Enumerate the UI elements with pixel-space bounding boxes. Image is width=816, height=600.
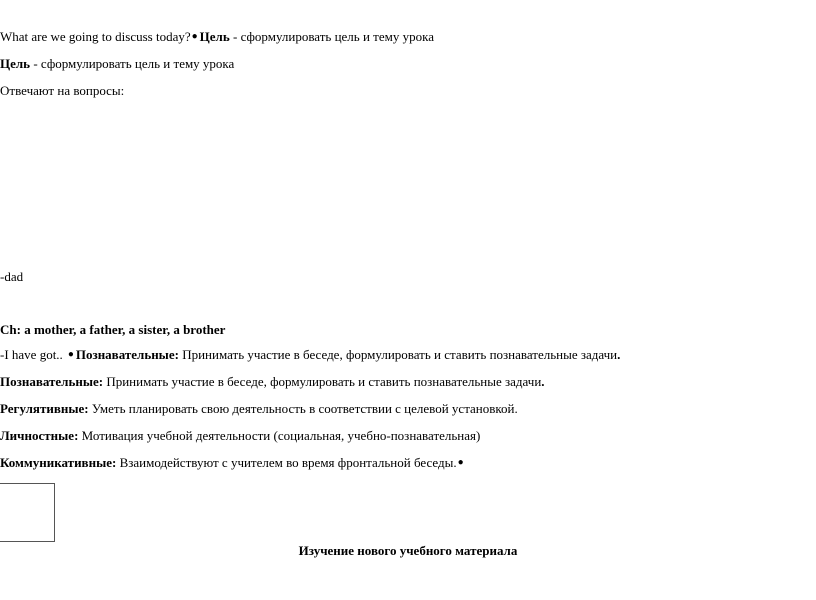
bullet-icon: ● [457,457,464,468]
cognitive-text: Принимать участие в беседе, формулировать и ставить познавательные задачи [103,374,542,389]
cognitive-period: . [541,374,545,389]
personal-text: Мотивация учебной деятельности (социальная, учебно-познавательная) [78,428,481,443]
cognitive-label: Познавательные: [75,347,179,362]
goal-text: - сформулировать цель и тему урока [30,56,235,71]
line-regulatory [0,401,518,417]
line-communicative [0,455,466,471]
goal-label: Цель [0,56,31,71]
bullet-icon: ● [191,31,198,42]
bullet-icon: ● [67,349,74,360]
empty-frame [0,483,55,542]
cognitive-text: Принимать участие в беседе, формулировать и ставить познавательные задачи [178,347,618,362]
line-have-got [0,347,620,363]
line-goal-question [0,29,434,45]
section-heading-text: Изучение нового учебного материала [298,543,518,558]
personal-label: Личностные: [0,428,79,443]
goal-text: - сформулировать цель и тему урока [229,29,434,44]
answers-text: Отвечают на вопросы: [0,83,125,98]
communicative-label: Коммуникативные: [0,455,117,470]
line-personal [0,428,480,444]
line-answers [0,83,124,99]
have-got-text: -I have got.. [0,347,63,362]
line-children-answer [0,322,225,338]
dad-text: -dad [0,269,24,284]
children-answer-text: Ch: a mother, a father, a sister, a brother [0,322,226,337]
goal-label: Цель [199,29,230,44]
line-goal [0,56,234,72]
line-cognitive [0,374,545,390]
communicative-text: Взаимодействуют с учителем во время фронтальной беседы. [116,455,457,470]
regulatory-label: Регулятивные: [0,401,89,416]
cognitive-period: . [617,347,621,362]
cognitive-label: Познавательные: [0,374,104,389]
regulatory-text: Уметь планировать свою деятельность в соответствии с целевой установкой. [88,401,518,416]
section-heading [0,543,816,559]
question-text: What are we going to discuss today? [0,29,191,44]
line-dad [0,269,23,285]
